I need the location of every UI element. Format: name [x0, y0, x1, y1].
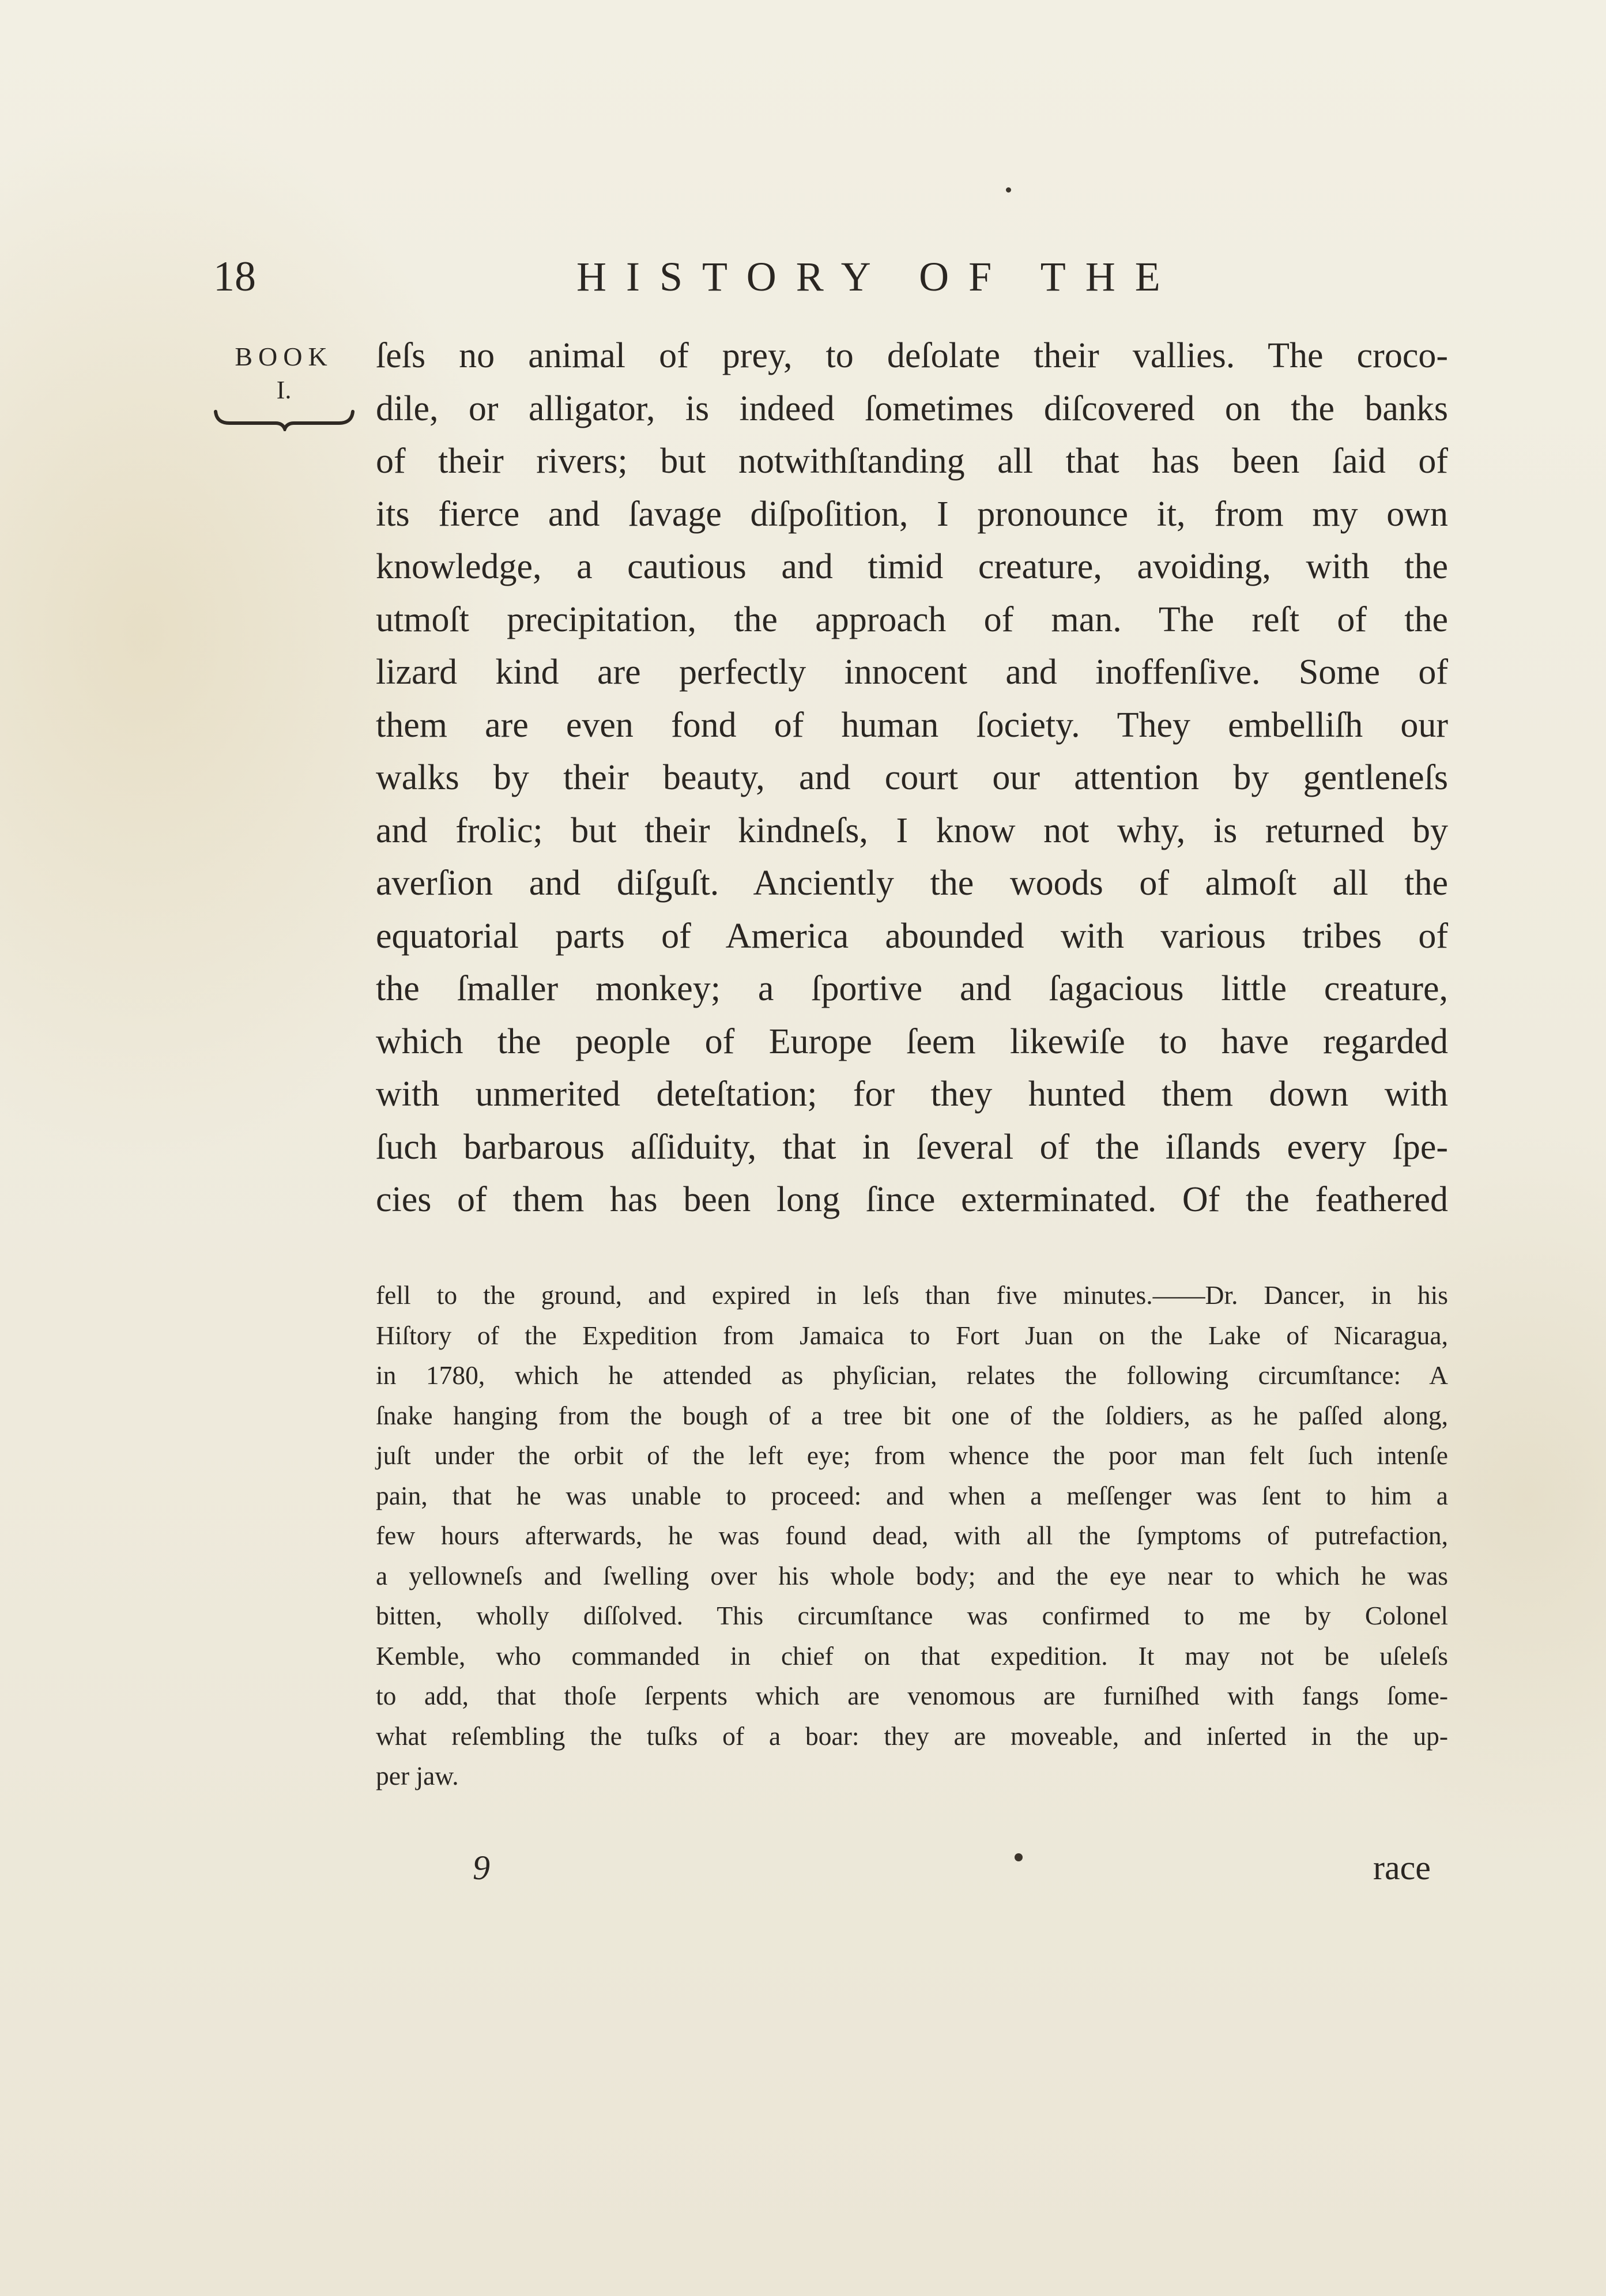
catchword: race [1373, 1849, 1431, 1887]
marginal-book-note [210, 339, 357, 431]
text-line: walks by their beauty, and court our attention by gentleneſs [376, 758, 1448, 797]
signature-mark: 9 [473, 1849, 490, 1887]
text-line: and frolic; but their kindneſs, I know not why, is returned by [376, 810, 1448, 850]
marginal-book-label: BOOK [235, 342, 333, 371]
text-line: lizard kind are perfectly innocent and inoffenſive. Some of [376, 653, 1448, 692]
text-line: them are even fond of human ſociety. They embelliſh our [376, 705, 1448, 745]
running-head: HISTORY OF THE [576, 254, 1180, 300]
text-line: knowledge, a cautious and timid creature, avoiding, with the [376, 547, 1448, 586]
text-line: the ſmaller monkey; a ſportive and ſagacious little creature, [376, 969, 1448, 1008]
text-line: ſuch barbarous aſſiduity, that in ſeveral of the iſlands every ſpe- [376, 1127, 1448, 1167]
text-line: ſeſs no animal of prey, to deſolate their vallies. The croco- [376, 336, 1448, 375]
page-header [213, 248, 1257, 311]
footnote-line: bitten, wholly diſſolved. This circumſtance was confirmed to me by Colonel [376, 1601, 1448, 1630]
ink-speck [1006, 187, 1011, 193]
main-text [376, 330, 1448, 1227]
footnote-line: Kemble, who commanded in chief on that expedition. It may not be uſeleſs [376, 1641, 1448, 1671]
text-line: equatorial parts of America abounded with various tribes of [376, 916, 1448, 956]
footnote-line: Hiſtory of the Expedition from Jamaica to Fort Juan on the Lake of Nicaragua, [376, 1320, 1448, 1350]
text-line: cies of them has been long ſince exterminated. Of the feathered [376, 1180, 1448, 1219]
footnote-line: pain, that he was unable to proceed: and when a meſſenger was ſent to him a [376, 1480, 1448, 1510]
page-number: 18 [213, 253, 256, 300]
text-line: averſion and diſguſt. Anciently the woods of almoſt all the [376, 864, 1448, 903]
footnote-line: juſt under the orbit of the left eye; from whence the poor man felt ſuch intenſe [376, 1441, 1448, 1470]
footnote-line: to add, that thoſe ſerpents which are venomous are furniſhed with fangs ſome- [376, 1681, 1448, 1710]
text-line: its fierce and ſavage diſpoſition, I pronounce it, from my own [376, 494, 1448, 534]
footnote-line: in 1780, which he attended as phyſician, relates the following circumſtance: A [376, 1360, 1448, 1390]
footnote-line: per jaw. [376, 1761, 459, 1790]
brace-ornament-icon [212, 408, 356, 431]
text-line: utmoſt precipitation, the approach of man. The reſt of the [376, 600, 1448, 639]
ink-speck [1015, 1853, 1023, 1861]
footnote-line: few hours afterwards, he was found dead, with all the ſymptoms of putrefaction, [376, 1521, 1448, 1550]
text-line: of their rivers; but notwithſtanding all that has been ſaid of [376, 442, 1448, 481]
marginal-book-number: I. [276, 376, 292, 404]
text-line: with unmerited deteſtation; for they hunted them down with [376, 1075, 1448, 1114]
text-line: which the people of Europe ſeem likewiſe to have regarded [376, 1021, 1448, 1061]
footnote [376, 1275, 1448, 1796]
text-line: dile, or alligator, is indeed ſometimes diſcovered on the banks [376, 389, 1448, 428]
footnote-line: ſnake hanging from the bough of a tree bit one of the ſoldiers, as he paſſed along, [376, 1400, 1448, 1430]
footnote-line: what reſembling the tuſks of a boar: they are moveable, and inſerted in the up- [376, 1721, 1448, 1751]
footnote-line: fell to the ground, and expired in leſs than five minutes.——Dr. Dancer, in his [376, 1280, 1448, 1310]
footnote-line: a yellowneſs and ſwelling over his whole body; and the eye near to which he was [376, 1560, 1448, 1590]
